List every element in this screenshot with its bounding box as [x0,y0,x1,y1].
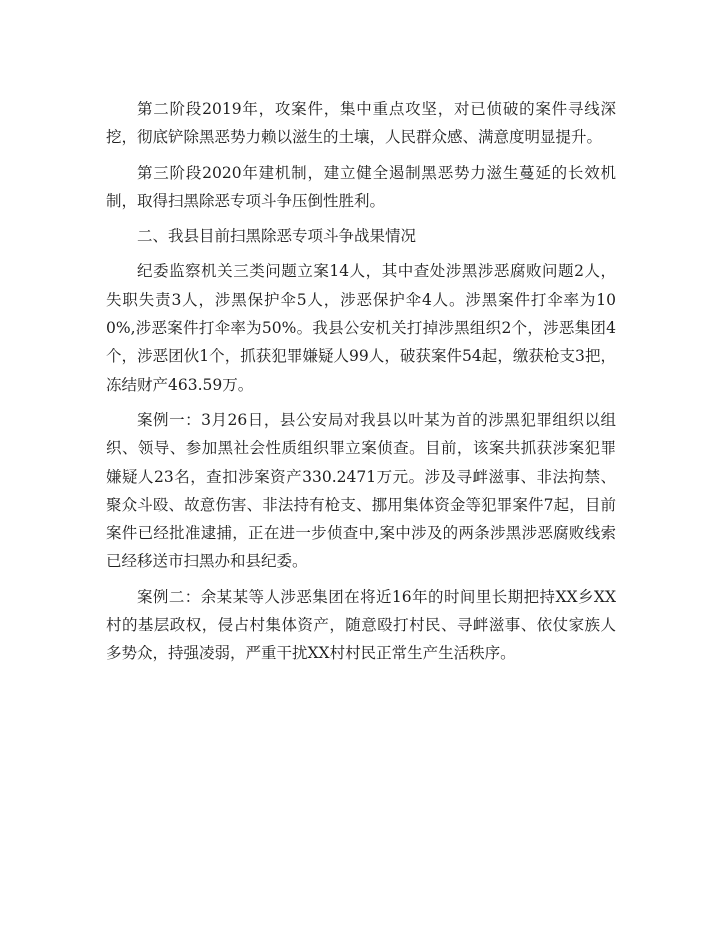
section-heading: 二、我县目前扫黑除恶专项斗争战果情况 [137,227,417,246]
paragraph-case-two: 案例二：余某某等人涉恶集团在将近16年的时间里长期把持XX乡XX村的基层政权，侵占村集体资产，随意殴打村民、寻衅滋事、依仗家族人多势众，持强凌弱，严重干扰XX村村民正常生产生活秩序。 [106,587,616,663]
paragraph-stage-two: 第二阶段2019年，攻案件，集中重点攻坚，对已侦破的案件寻线深挖，彻底铲除黑恶势力赖以滋生的土壤，人民群众感、满意度明显提升。 [106,100,616,147]
paragraph-stage-three: 第三阶段2020年建机制，建立健全遏制黑恶势力滋生蔓延的长效机制，取得扫黑除恶专项斗争压倒性胜利。 [106,163,616,210]
paragraph-case-one: 案例一：3月26日，县公安局对我县以叶某为首的涉黑犯罪组织以组织、领导、参加黑社会性质组织罪立案侦查。目前，该案共抓获涉案犯罪嫌疑人23名，查扣涉案资产330.2471万元。涉及寻衅滋事、非法拘禁、聚众斗殴、故意伤害、非法持有枪支、挪用集体资金等犯罪案件7起，目前案件已经批准逮捕，正在进一步侦查中,案中涉及的两条涉黑涉恶腐败线索已经移送市扫黑办和县纪委。 [106,410,616,571]
document-body [106,95,616,675]
paragraph-results: 纪委监察机关三类问题立案14人，其中查处涉黑涉恶腐败问题2人，失职失责3人，涉黑保护伞5人，涉恶保护伞4人。涉黑案件打伞率为100%,涉恶案件打伞率为50%。我县公安机关打掉涉黑组织2个，涉恶集团4个，涉恶团伙1个，抓获犯罪嫌疑人99人，破获案件54起，缴获枪支3把，冻结财产463.59万。 [106,262,616,394]
